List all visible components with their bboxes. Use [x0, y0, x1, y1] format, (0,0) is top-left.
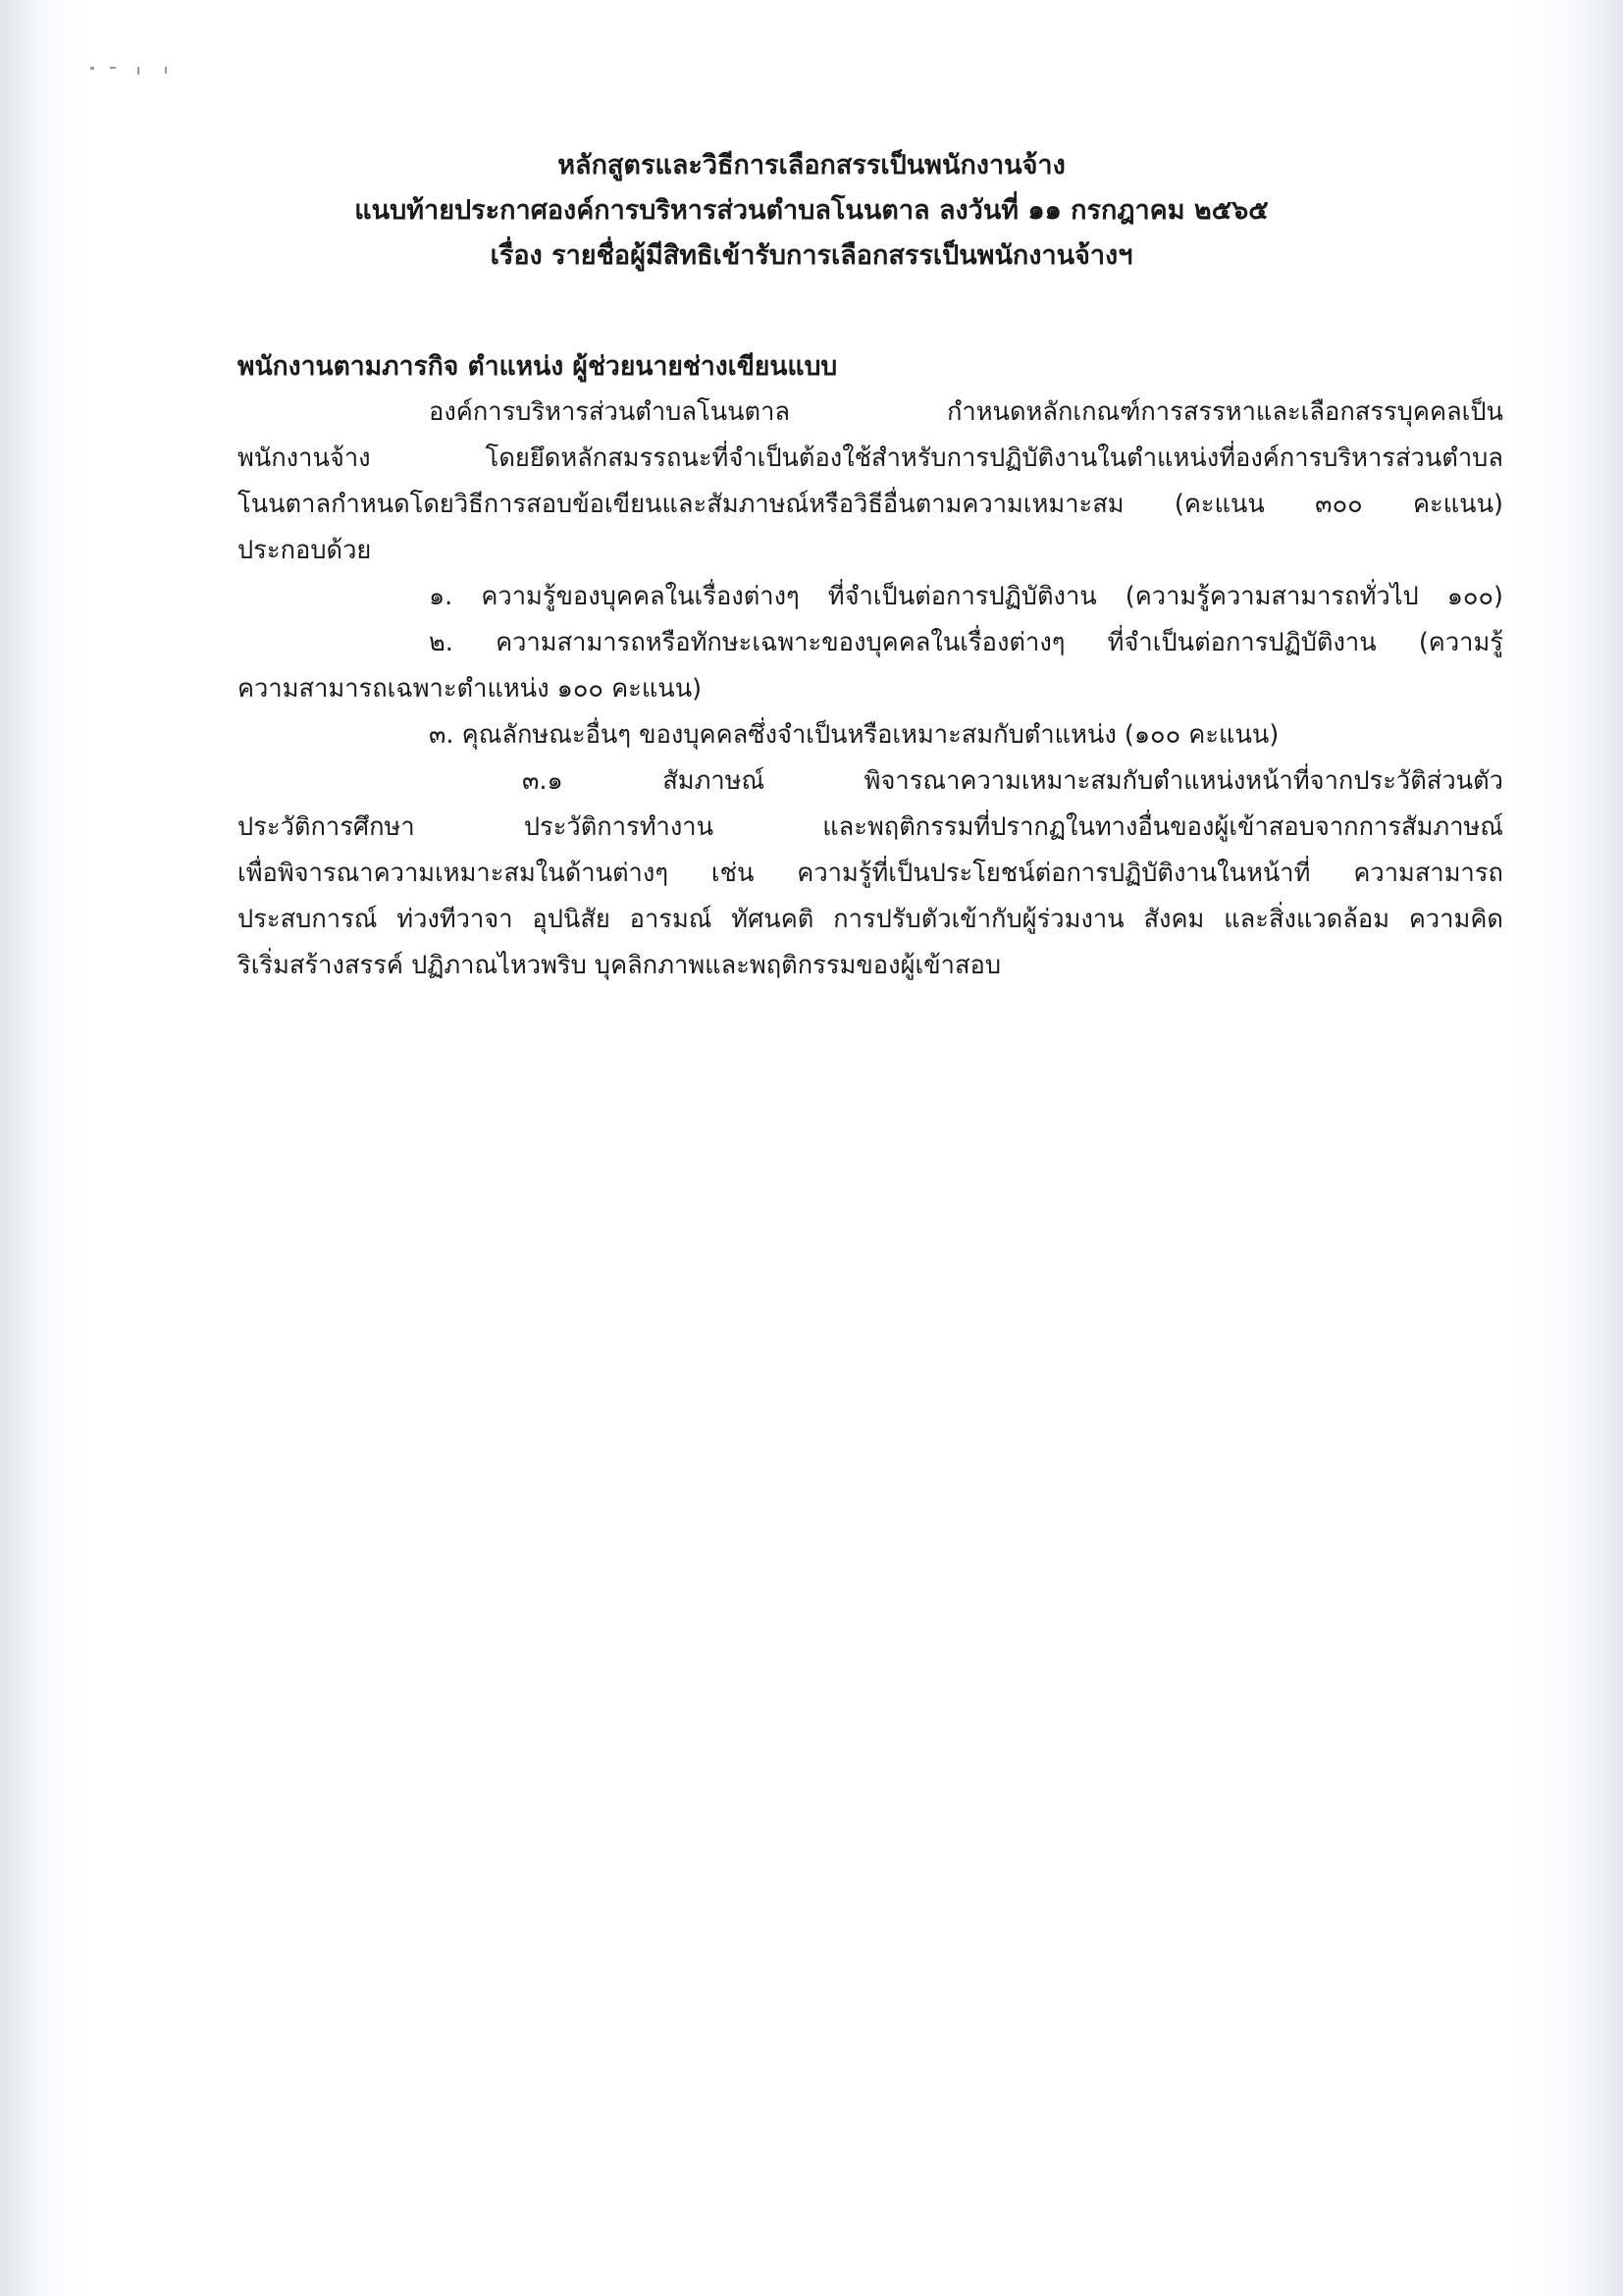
criteria-item-2-line-1: ๒. ความสามารถหรือทักษะเฉพาะของบุคคลในเรื่องต่างๆ ที่จำเป็นต่อการปฏิบัติงาน (ความรู้ [429, 628, 1503, 657]
sub-item-3-1-line-2: ประวัติการศึกษา ประวัติการทำงาน และพฤติกรรมที่ปรากฏในทางอื่นของผู้เข้าสอบจากการสัมภาษณ์ [237, 812, 1503, 842]
criteria-item-3: ๓. คุณลักษณะอื่นๆ ของบุคคลซึ่งจำเป็นหรือเหมาะสมกับตำแหน่ง (๑๐๐ คะแนน) [429, 720, 1280, 750]
document-body [237, 343, 1503, 989]
criteria-item-2-line-2: ความสามารถเฉพาะตำแหน่ง ๑๐๐ คะแนน) [237, 674, 703, 704]
header-title: หลักสูตรและวิธีการเลือกสรรเป็นพนักงานจ้าง [557, 150, 1066, 181]
scan-edge-right [1515, 0, 1623, 2296]
intro-line-1: องค์การบริหารส่วนตำบลโนนตาล กำหนดหลักเกณฑ์การสรรหาและเลือกสรรบุคคลเป็น [429, 397, 1503, 427]
sub-item-3-1-line-4: ประสบการณ์ ท่วงทีวาจา อุปนิสัย อารมณ์ ทัศนคติ การปรับตัวเข้ากับผู้ร่วมงาน สังคม และสิ่งแวดล้อม ความคิด [237, 905, 1503, 934]
sub-item-3-1-line-3: เพื่อพิจารณาความเหมาะสมในด้านต่างๆ เช่น ความรู้ที่เป็นประโยชน์ต่อการปฏิบัติงานในหน้าที่ ความสามารถ [237, 859, 1503, 888]
criteria-item-1: ๑. ความรู้ของบุคคลในเรื่องต่างๆ ที่จำเป็นต่อการปฏิบัติงาน (ความรู้ความสามารถทั่วไป ๑๐๐) [429, 582, 1503, 611]
scan-specks [90, 63, 179, 77]
intro-line-4: ประกอบด้วย [237, 536, 372, 565]
intro-line-2: พนักงานจ้าง โดยยึดหลักสมรรถนะที่จำเป็นต้องใช้สำหรับการปฏิบัติงานในตำแหน่งที่องค์การบริหารส่วนตำบล [237, 444, 1503, 473]
sub-item-3-1-line-5: ริเริ่มสร้างสรรค์ ปฏิภาณไหวพริบ บุคลิกภาพและพฤติกรรมของผู้เข้าสอบ [237, 951, 1002, 980]
sub-item-3-1-line-1: ๓.๑ สัมภาษณ์ พิจารณาความเหมาะสมกับตำแหน่งหน้าที่จากประวัติส่วนตัว [522, 766, 1503, 796]
document-header [0, 143, 1623, 279]
header-subject: เรื่อง รายชื่อผู้มีสิทธิเข้ารับการเลือกสรรเป็นพนักงานจ้างฯ [490, 240, 1133, 271]
scan-edge-left [0, 0, 88, 2296]
header-attachment-line: แนบท้ายประกาศองค์การบริหารส่วนตำบลโนนตาล ลงวันที่ ๑๑ กรกฎาคม ๒๕๖๕ [354, 195, 1269, 226]
intro-line-3: โนนตาลกำหนดโดยวิธีการสอบข้อเขียนและสัมภาษณ์หรือวิธีอื่นตามความเหมาะสม (คะแนน ๓๐๐ คะแนน) [237, 490, 1503, 519]
position-title: พนักงานตามภารกิจ ตำแหน่ง ผู้ช่วยนายช่างเขียนแบบ [237, 351, 838, 382]
